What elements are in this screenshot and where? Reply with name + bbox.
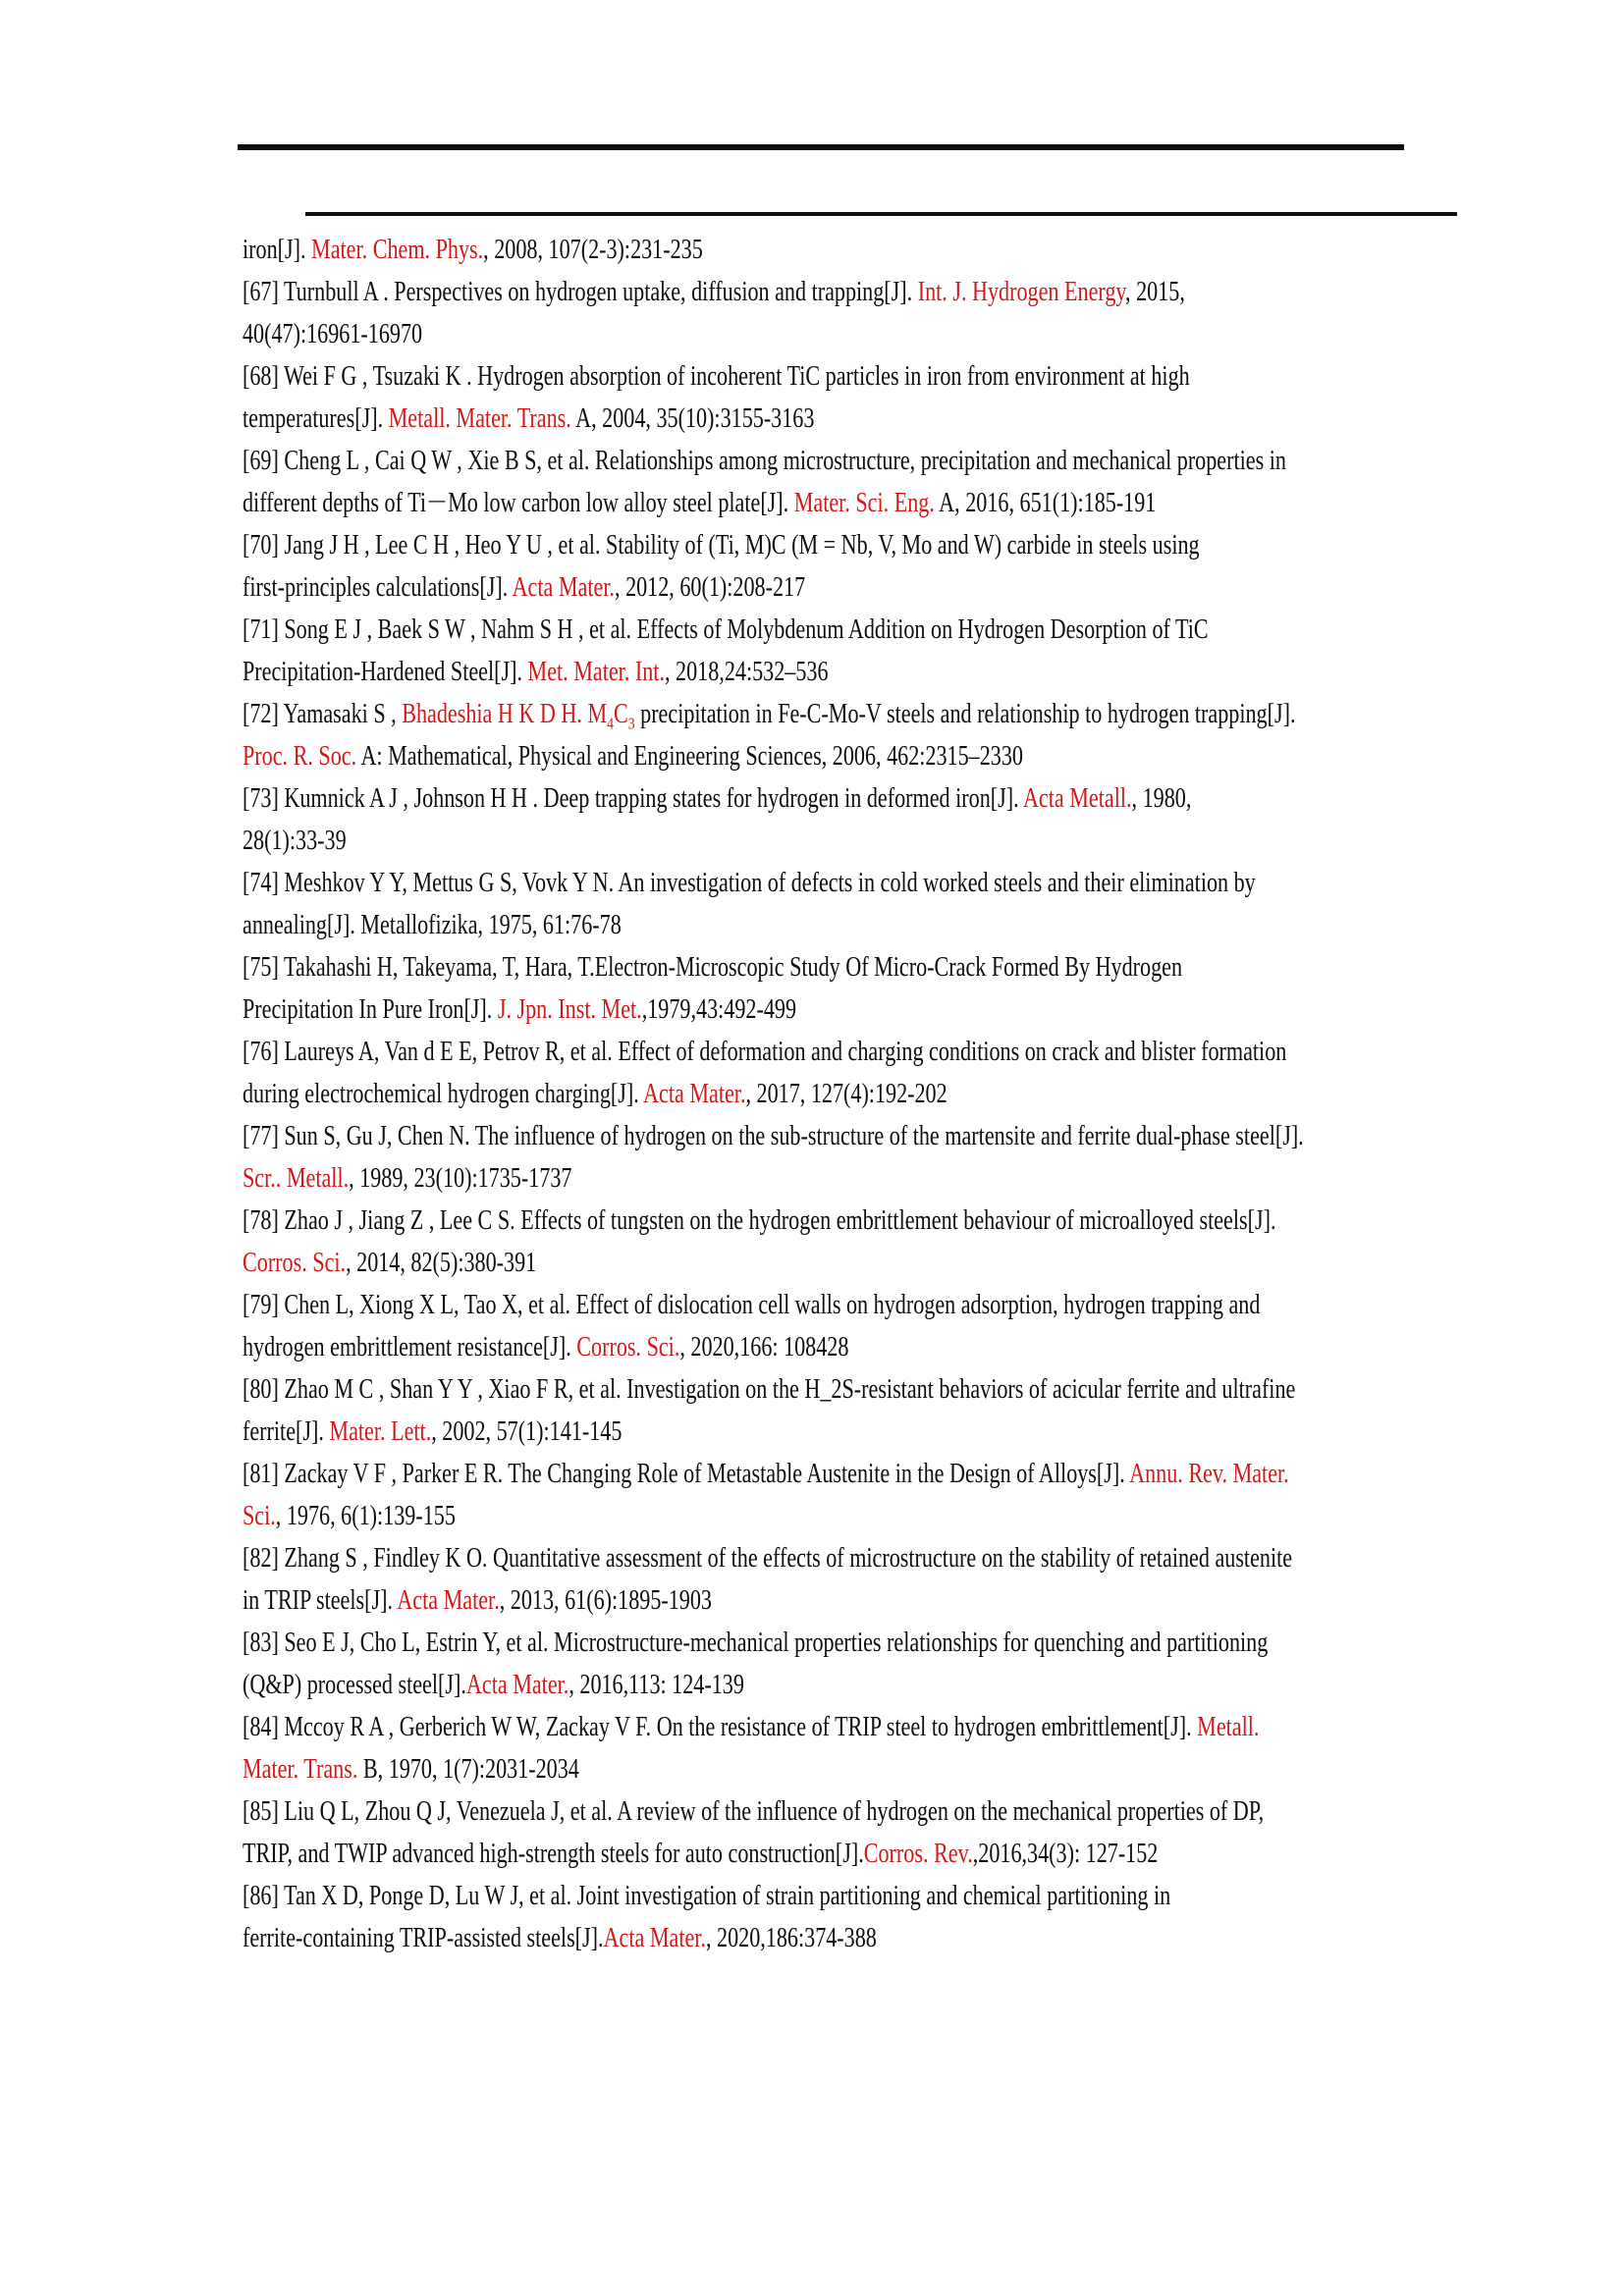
reference-text: ferrite[J]. <box>243 1416 330 1447</box>
reference-text: TRIP, and TWIP advanced high-strength steels for auto construction[J]. <box>243 1839 864 1869</box>
reference-line <box>243 1411 1165 1453</box>
reference-text: B, 1970, 1(7):2031-2034 <box>357 1754 579 1785</box>
journal-name-text: Int. J. Hydrogen Energy <box>917 277 1126 307</box>
reference-text: [71] Song E J , Baek S W , Nahm S H , et al. Effects of Molybdenum Addition on Hydrogen Desorption of TiC <box>243 614 1209 645</box>
reference-text: 28(1):33-39 <box>243 826 347 856</box>
reference-text: , 2015, <box>1125 277 1185 307</box>
reference-text: , 2014, 82(5):380-391 <box>346 1248 537 1278</box>
reference-line <box>243 651 1165 693</box>
reference-line <box>243 1706 1260 1748</box>
journal-name-text: Acta Mater. <box>397 1585 500 1616</box>
reference-text: [70] Jang J H , Lee C H , Heo Y U , et al. Stability of (Ti, M)C (M = Nb, V, Mo and W) carbide in steels using <box>243 530 1200 561</box>
journal-name-text: 4 <box>607 714 614 733</box>
reference-text: annealing[J]. Metallofizika, 1975, 61:76-78 <box>243 910 622 940</box>
reference-text: (Q&P) processed steel[J]. <box>243 1670 466 1700</box>
reference-text: , 2016,113: 124-139 <box>568 1670 744 1700</box>
reference-line <box>243 1790 1265 1833</box>
reference-line <box>243 1284 1261 1326</box>
reference-line <box>243 1368 1296 1411</box>
reference-text: different depths of Ti－Mo low carbon low alloy steel plate[J]. <box>243 488 794 518</box>
reference-line <box>243 609 1209 651</box>
reference-text: A, 2016, 651(1):185-191 <box>934 488 1157 518</box>
reference-line <box>243 1622 1269 1664</box>
journal-name-text: Met. Mater. Int. <box>527 657 665 687</box>
reference-line <box>243 1875 1171 1917</box>
reference-text: first-principles calculations[J]. <box>243 572 513 603</box>
journal-name-text: Corros. Sci. <box>576 1332 680 1362</box>
journal-name-text: Corros. Sci. <box>243 1248 347 1278</box>
reference-line <box>243 1495 1165 1537</box>
reference-text: [83] Seo E J, Cho L, Estrin Y, et al. Microstructure-mechanical properties relationships for quenching and partitioning <box>243 1628 1269 1658</box>
reference-line <box>243 693 1296 735</box>
reference-text: temperatures[J]. <box>243 403 389 434</box>
journal-name-text: Proc. R. Soc. <box>243 741 357 772</box>
reference-line <box>243 229 1165 271</box>
reference-line <box>243 271 1185 313</box>
header-rule-bottom <box>305 212 1457 216</box>
reference-line <box>243 482 1165 524</box>
reference-line <box>243 946 1183 988</box>
reference-line <box>243 355 1190 398</box>
reference-line <box>243 1115 1304 1157</box>
reference-text: , 1976, 6(1):139-155 <box>275 1501 456 1531</box>
reference-line <box>243 777 1192 820</box>
journal-name-text: Bhadeshia H K D H. M <box>402 699 608 729</box>
reference-text: , 2018,24:532–536 <box>664 657 829 687</box>
reference-text: , 2020,166: 108428 <box>679 1332 849 1362</box>
header-rule-top <box>238 144 1404 150</box>
reference-text: [69] Cheng L , Cai Q W , Xie B S, et al. Relationships among microstructure, precipitation and mechanical properties in <box>243 446 1286 476</box>
journal-name-text: 3 <box>627 714 635 733</box>
reference-text: [73] Kumnick A J , Johnson H H . Deep trapping states for hydrogen in deformed iron[J]. <box>243 783 1023 814</box>
journal-name-text: Metall. Mater. Trans. <box>388 403 571 434</box>
reference-text: ,2016,34(3): 127-152 <box>972 1839 1159 1869</box>
reference-line <box>243 820 1165 862</box>
journal-name-text: Sci. <box>243 1501 276 1531</box>
reference-line <box>243 313 1165 355</box>
reference-line <box>243 1157 1165 1200</box>
journal-name-text: Acta Mater. <box>643 1079 746 1109</box>
reference-text: ferrite-containing TRIP-assisted steels[J]. <box>243 1923 604 1953</box>
references-list <box>243 229 1411 1959</box>
reference-text: , 1980, <box>1131 783 1192 814</box>
reference-text: precipitation in Fe-C-Mo-V steels and relationship to hydrogen trapping[J]. <box>634 699 1296 729</box>
reference-text: , 1989, 23(10):1735-1737 <box>349 1163 572 1194</box>
journal-name-text: Mater. Chem. Phys. <box>311 235 484 265</box>
reference-text: [79] Chen L, Xiong X L, Tao X, et al. Effect of dislocation cell walls on hydrogen adsorption, hydrogen trapping and <box>243 1290 1261 1320</box>
reference-line <box>243 1664 1165 1706</box>
journal-name-text: Mater. Lett. <box>329 1416 432 1447</box>
reference-line <box>243 988 1165 1031</box>
reference-text: during electrochemical hydrogen charging[J]. <box>243 1079 644 1109</box>
journal-name-text: Corros. Rev. <box>863 1839 973 1869</box>
reference-text: Precipitation-Hardened Steel[J]. <box>243 657 528 687</box>
reference-text: , 2008, 107(2-3):231-235 <box>483 235 703 265</box>
reference-text: , 2017, 127(4):192-202 <box>745 1079 947 1109</box>
reference-line <box>243 440 1286 482</box>
reference-text: iron[J]. <box>243 235 312 265</box>
journal-name-text: Scr.. Metall. <box>243 1163 350 1194</box>
reference-text: A: Mathematical, Physical and Engineering Sciences, 2006, 462:2315–2330 <box>356 741 1023 772</box>
reference-text: , 2002, 57(1):141-145 <box>431 1416 623 1447</box>
reference-line <box>243 1748 1165 1790</box>
journal-name-text: Mater. Trans. <box>243 1754 358 1785</box>
reference-text: [77] Sun S, Gu J, Chen N. The influence of hydrogen on the sub-structure of the martensite and ferrite dual-phase steel[J]. <box>243 1121 1304 1151</box>
reference-line <box>243 566 1165 609</box>
reference-text: [80] Zhao M C , Shan Y Y , Xiao F R, et al. Investigation on the H_2S-resistant behaviors of acicular ferrite and ultrafine <box>243 1374 1296 1405</box>
reference-text: hydrogen embrittlement resistance[J]. <box>243 1332 577 1362</box>
reference-line <box>243 1537 1293 1579</box>
reference-text: [84] Mccoy R A , Gerberich W W, Zackay V F. On the resistance of TRIP steel to hydrogen embrittlement[J]. <box>243 1712 1198 1742</box>
journal-name-text: Annu. Rev. Mater. <box>1129 1459 1289 1489</box>
reference-text: [82] Zhang S , Findley K O. Quantitative assessment of the effects of microstructure on the stability of retained austenite <box>243 1543 1293 1574</box>
reference-text: , 2013, 61(6):1895-1903 <box>499 1585 712 1616</box>
journal-name-text: Acta Mater. <box>512 572 616 603</box>
reference-line <box>243 1579 1165 1622</box>
reference-text: 40(47):16961-16970 <box>243 319 423 349</box>
journal-name-text: Metall. <box>1197 1712 1260 1742</box>
reference-line <box>243 398 1165 440</box>
reference-text: [85] Liu Q L, Zhou Q J, Venezuela J, et al. A review of the influence of hydrogen on the mechanical properties of DP, <box>243 1796 1265 1827</box>
reference-text: in TRIP steels[J]. <box>243 1585 398 1616</box>
reference-text: [86] Tan X D, Ponge D, Lu W J, et al. Joint investigation of strain partitioning and chemical partitioning in <box>243 1881 1171 1911</box>
reference-text: [78] Zhao J , Jiang Z , Lee C S. Effects of tungsten on the hydrogen embrittlement behaviour of microalloyed steels[J]. <box>243 1205 1276 1236</box>
journal-name-text: J. Jpn. Inst. Met. <box>497 994 642 1025</box>
reference-text: Precipitation In Pure Iron[J]. <box>243 994 498 1025</box>
reference-line <box>243 1242 1165 1284</box>
reference-text: [72] Yamasaki S , <box>243 699 403 729</box>
journal-name-text: Acta Mater. <box>465 1670 569 1700</box>
reference-text: A, 2004, 35(10):3155-3163 <box>570 403 815 434</box>
reference-line <box>243 1073 1165 1115</box>
reference-text: , 2012, 60(1):208-217 <box>615 572 806 603</box>
reference-line <box>243 1453 1289 1495</box>
journal-name-text: Mater. Sci. Eng. <box>793 488 935 518</box>
reference-text: , 2020,186:374-388 <box>705 1923 877 1953</box>
reference-line <box>243 524 1200 566</box>
reference-line <box>243 1200 1276 1242</box>
reference-text: [67] Turnbull A . Perspectives on hydrogen uptake, diffusion and trapping[J]. <box>243 277 918 307</box>
reference-text: [76] Laureys A, Van d E E, Petrov R, et al. Effect of deformation and charging conditions on crack and blister formation <box>243 1037 1287 1067</box>
reference-line <box>243 735 1165 777</box>
reference-line <box>243 1326 1165 1368</box>
reference-line <box>243 1031 1287 1073</box>
reference-line <box>243 904 1165 946</box>
reference-text: [81] Zackay V F , Parker E R. The Changing Role of Metastable Austenite in the Design of Alloys[J]. <box>243 1459 1130 1489</box>
reference-text: [75] Takahashi H, Takeyama, T, Hara, T.Electron-Microscopic Study Of Micro-Crack Formed By Hydrogen <box>243 952 1183 983</box>
reference-line <box>243 1917 1165 1959</box>
reference-text: [74] Meshkov Y Y, Mettus G S, Vovk Y N. An investigation of defects in cold worked steels and their elimination by <box>243 868 1256 898</box>
reference-text: ,1979,43:492-499 <box>641 994 797 1025</box>
reference-line <box>243 862 1256 904</box>
reference-line <box>243 1833 1165 1875</box>
journal-name-text: Acta Mater. <box>603 1923 706 1953</box>
reference-text: [68] Wei F G , Tsuzaki K . Hydrogen absorption of incoherent TiC particles in iron from environment at high <box>243 361 1190 392</box>
journal-name-text: Acta Metall. <box>1022 783 1132 814</box>
journal-name-text: C <box>613 699 628 729</box>
